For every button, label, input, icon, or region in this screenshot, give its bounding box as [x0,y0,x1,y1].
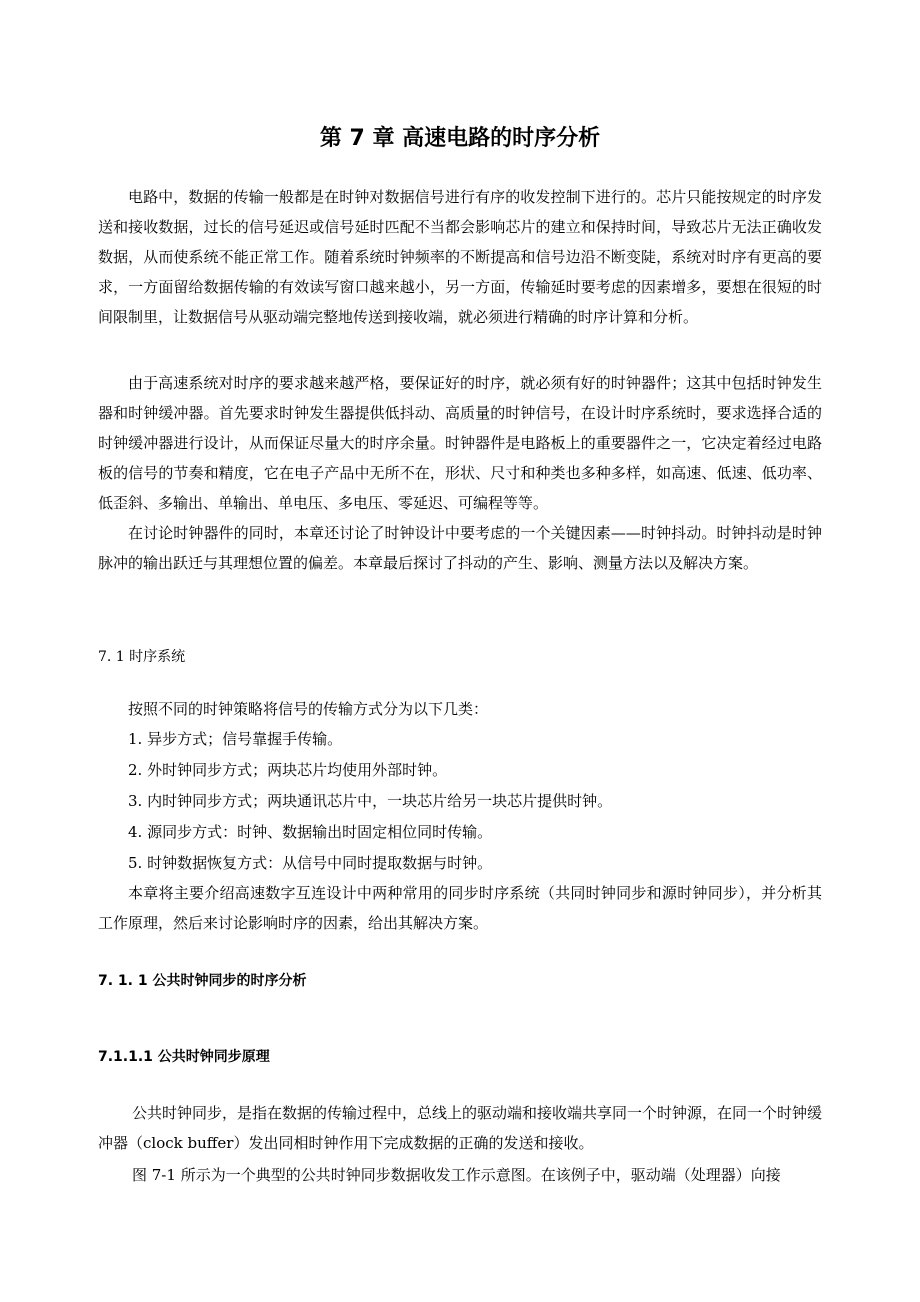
list-item: 1. 异步方式；信号靠握手传输。 [128,730,343,748]
section-summary: 本章将主要介绍高速数字互连设计中两种常用的同步时序系统（共同时钟同步和源时钟同步），并分析其工作原理，然后来讨论影响时序的因素，给出其解决方案。 [98,884,822,932]
list-item: 4. 源同步方式：时钟、数据输出时固定相位同时传输。 [128,823,493,841]
section-heading-7-1: 7. 1 时序系统 [98,649,186,665]
list-item: 5. 时钟数据恢复方式：从信号中同时提取数据与时钟。 [128,854,493,872]
list-item: 2. 外时钟同步方式；两块芯片均使用外部时钟。 [128,761,448,779]
body-paragraph: 图 7-1 所示为一个典型的公共时钟同步数据收发工作示意图。在该例子中，驱动端（处理器）向接 [132,1166,781,1184]
intro-paragraph: 由于高速系统对时序的要求越来越严格，要保证好的时序，就必须有好的时钟器件；这其中包括时钟发生器和时钟缓冲器。首先要求时钟发生器提供低抖动、高质量的时钟信号，在设计时序系统时，要求选择合适的时钟缓冲器进行设计，从而保证尽量大的时序余量。时钟器件是电路板上的重要器件之一，它决定着经过电路板的信号的节奏和精度，它在电子产品中无所不在，形状、尺寸和种类也多种多样，如高速、低速、低功率、低歪斜、多输出、单输出、单电压、多电压、零延迟、可编程等等。 [98,374,822,512]
intro-paragraph: 电路中，数据的传输一般都是在时钟对数据信号进行有序的收发控制下进行的。芯片只能按规定的时序发送和接收数据，过长的信号延迟或信号延时匹配不当都会影响芯片的建立和保持时间，导致芯片无法正确收发数据，从而使系统不能正常工作。随着系统时钟频率的不断提高和信号边沿不断变陡，系统对时序有更高的要求，一方面留给数据传输的有效读写窗口越来越小，另一方面，传输延时要考虑的因素增多，要想在很短的时间限制里，让数据信号从驱动端完整地传送到接收端，就必须进行精确的时序计算和分析。 [98,188,822,326]
section-heading-7-1-1-1: 7.1.1.1 公共时钟同步原理 [98,1049,270,1065]
intro-paragraph: 在讨论时钟器件的同时，本章还讨论了时钟设计中要考虑的一个关键因素——时钟抖动。时钟抖动是时钟脉冲的输出跃迁与其理想位置的偏差。本章最后探讨了抖动的产生、影响、测量方法以及解决方案。 [98,524,822,572]
section-lead: 按照不同的时钟策略将信号的传输方式分为以下几类： [128,700,489,718]
section-heading-7-1-1: 7. 1. 1 公共时钟同步的时序分析 [98,973,307,989]
body-paragraph: 公共时钟同步，是指在数据的传输过程中，总线上的驱动端和接收端共享同一个时钟源，在同一个时钟缓冲器（clock buffer）发出同相时钟作用下完成数据的正确的发送和接收。 [98,1104,823,1152]
list-item: 3. 内时钟同步方式；两块通讯芯片中，一块芯片给另一块芯片提供时钟。 [128,792,613,810]
chapter-title: 第 7 章 高速电路的时序分析 [319,126,601,151]
